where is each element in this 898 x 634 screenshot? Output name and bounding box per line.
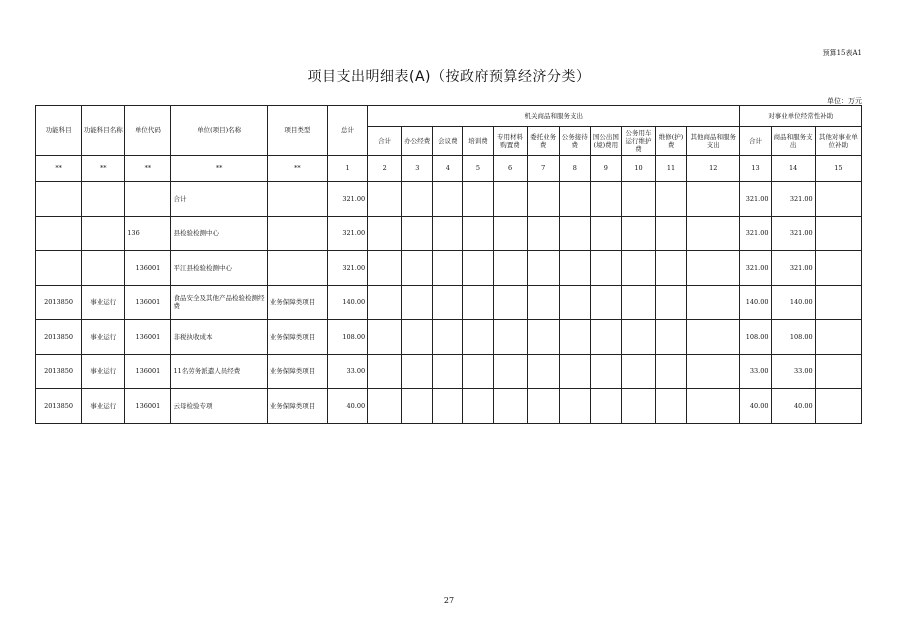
total-cell: 33.00 [327,354,367,389]
empty-cell [656,251,687,286]
empty-cell [368,251,402,286]
empty-cell [590,251,621,286]
subsidy-total-cell: 321.00 [740,216,771,251]
header-project-type: 项目类型 [267,106,327,156]
unit-label: 单位：万元 [827,97,862,105]
header-sub2: 合计 [740,127,771,156]
project-type-cell: 业务保障类项目 [267,389,327,424]
empty-cell [590,216,621,251]
empty-cell [433,354,463,389]
empty-cell [463,251,493,286]
empty-cell [463,354,493,389]
empty-cell [621,320,655,355]
func-code-cell: 2013850 [36,285,82,320]
column-index-cell: 4 [433,156,463,182]
header-sub: 其他商品和服务支出 [687,127,740,156]
func-name-cell: 事业运行 [82,389,125,424]
empty-cell [559,251,590,286]
header-sub: 合计 [368,127,402,156]
empty-cell [559,285,590,320]
empty-cell [527,320,559,355]
column-index-cell: 8 [559,156,590,182]
header-sub: 办公经费 [402,127,433,156]
empty-cell [815,354,861,389]
header-group-services: 机关商品和服务支出 [368,106,740,127]
unit-code-cell: 136001 [125,320,171,355]
project-type-cell: 业务保障类项目 [267,320,327,355]
empty-cell [493,182,527,217]
empty-cell [463,182,493,217]
empty-cell [815,216,861,251]
empty-cell [402,251,433,286]
goods-services-cell: 321.00 [771,216,815,251]
page-number: 27 [443,596,455,605]
empty-cell [402,285,433,320]
empty-cell [559,320,590,355]
column-index-cell: ** [36,156,82,182]
header-unit-code: 单位代码 [125,106,171,156]
empty-cell [463,320,493,355]
func-name-cell: 事业运行 [82,320,125,355]
total-cell: 40.00 [327,389,367,424]
goods-services-cell: 140.00 [771,285,815,320]
header-sub: 公务接待费 [559,127,590,156]
empty-cell [687,216,740,251]
page-title: 项目支出明细表(A)（按政府预算经济分类） [307,69,591,85]
table-row [36,389,862,424]
empty-cell [493,320,527,355]
header-sub: 维修(护)费 [656,127,687,156]
empty-cell [621,251,655,286]
column-index-cell: 2 [368,156,402,182]
table-row [36,216,862,251]
empty-cell [527,182,559,217]
empty-cell [527,251,559,286]
unit-name-cell: 平江县检验检测中心 [171,251,267,286]
empty-cell [656,182,687,217]
header-total: 总计 [327,106,367,156]
empty-cell [815,320,861,355]
empty-cell [656,320,687,355]
header-sub: 国公出国(境)费用 [590,127,621,156]
column-index-cell: ** [267,156,327,182]
total-cell: 321.00 [327,182,367,217]
func-code-cell [36,182,82,217]
header-func-code: 功能科目 [36,106,82,156]
header-func-name: 功能科目名称 [82,106,125,156]
header-sub: 公务用车运行维护费 [621,127,655,156]
empty-cell [621,216,655,251]
empty-cell [402,389,433,424]
func-name-cell: 事业运行 [82,354,125,389]
column-index-cell: 12 [687,156,740,182]
goods-services-cell: 40.00 [771,389,815,424]
empty-cell [402,354,433,389]
empty-cell [527,354,559,389]
func-name-cell: 事业运行 [82,285,125,320]
subsidy-total-cell: 40.00 [740,389,771,424]
column-index-cell: ** [171,156,267,182]
total-cell: 140.00 [327,285,367,320]
empty-cell [815,251,861,286]
func-code-cell: 2013850 [36,320,82,355]
table-row [36,320,862,355]
func-code-cell: 2013850 [36,389,82,424]
table-code-label: 预算15表A1 [822,49,862,57]
column-index-cell: 11 [656,156,687,182]
empty-cell [815,285,861,320]
table-row [36,251,862,286]
header-unit-name: 单位(项目)名称 [171,106,267,156]
empty-cell [559,216,590,251]
empty-cell [687,389,740,424]
empty-cell [527,216,559,251]
empty-cell [368,216,402,251]
empty-cell [687,251,740,286]
column-index-cell: ** [82,156,125,182]
unit-code-cell: 136001 [125,251,171,286]
goods-services-cell: 321.00 [771,182,815,217]
unit-name-cell: 合计 [171,182,267,217]
header-sub: 培训费 [463,127,493,156]
unit-code-cell [125,182,171,217]
func-name-cell [82,216,125,251]
empty-cell [433,182,463,217]
empty-cell [368,389,402,424]
column-index-cell: 6 [493,156,527,182]
unit-name-cell: 11名劳务派遣人员经费 [171,354,267,389]
empty-cell [656,285,687,320]
column-index-cell: 5 [463,156,493,182]
empty-cell [559,182,590,217]
empty-cell [815,182,861,217]
func-code-cell: 2013850 [36,354,82,389]
empty-cell [656,216,687,251]
header-group-subsidy: 对事业单位经常性补助 [740,106,862,127]
expense-table [35,105,862,424]
column-index-row [36,156,862,182]
unit-code-cell: 136001 [125,354,171,389]
table-row [36,182,862,217]
empty-cell [463,389,493,424]
empty-cell [815,389,861,424]
unit-code-cell: 136001 [125,389,171,424]
empty-cell [621,285,655,320]
empty-cell [493,354,527,389]
table-row [36,285,862,320]
func-code-cell [36,216,82,251]
project-type-cell: 业务保障类项目 [267,354,327,389]
empty-cell [493,216,527,251]
goods-services-cell: 108.00 [771,320,815,355]
header-sub: 专用材料购置费 [493,127,527,156]
empty-cell [402,216,433,251]
empty-cell [368,354,402,389]
empty-cell [590,389,621,424]
unit-name-cell: 食品安全及其他产品检验检测经费 [171,285,267,320]
header-sub: 会议费 [433,127,463,156]
empty-cell [559,354,590,389]
column-index-cell: 7 [527,156,559,182]
total-cell: 321.00 [327,216,367,251]
empty-cell [590,182,621,217]
empty-cell [687,320,740,355]
subsidy-total-cell: 33.00 [740,354,771,389]
empty-cell [368,320,402,355]
empty-cell [493,389,527,424]
empty-cell [687,354,740,389]
project-type-cell [267,216,327,251]
column-index-cell: 15 [815,156,861,182]
empty-cell [433,389,463,424]
column-index-cell: 3 [402,156,433,182]
header-sub2: 其他对事业单位补助 [815,127,861,156]
column-index-cell: ** [125,156,171,182]
empty-cell [463,285,493,320]
empty-cell [527,389,559,424]
empty-cell [527,285,559,320]
column-index-cell: 13 [740,156,771,182]
column-index-cell: 10 [621,156,655,182]
empty-cell [368,285,402,320]
project-type-cell [267,182,327,217]
empty-cell [621,354,655,389]
column-index-cell: 1 [327,156,367,182]
total-cell: 321.00 [327,251,367,286]
unit-name-cell: 县检验检测中心 [171,216,267,251]
goods-services-cell: 321.00 [771,251,815,286]
goods-services-cell: 33.00 [771,354,815,389]
empty-cell [433,251,463,286]
empty-cell [433,285,463,320]
empty-cell [590,354,621,389]
column-index-cell: 9 [590,156,621,182]
subsidy-total-cell: 108.00 [740,320,771,355]
empty-cell [621,389,655,424]
empty-cell [402,182,433,217]
empty-cell [590,285,621,320]
empty-cell [590,320,621,355]
empty-cell [368,182,402,217]
empty-cell [493,251,527,286]
subsidy-total-cell: 321.00 [740,251,771,286]
unit-code-cell: 136001 [125,285,171,320]
subsidy-total-cell: 140.00 [740,285,771,320]
func-code-cell [36,251,82,286]
empty-cell [402,320,433,355]
project-type-cell [267,251,327,286]
header-sub2: 商品和服务支出 [771,127,815,156]
empty-cell [656,354,687,389]
unit-code-cell: 136 [125,216,171,251]
unit-name-cell: 云母检验专项 [171,389,267,424]
empty-cell [433,320,463,355]
empty-cell [463,216,493,251]
empty-cell [493,285,527,320]
subsidy-total-cell: 321.00 [740,182,771,217]
func-name-cell [82,251,125,286]
empty-cell [559,389,590,424]
empty-cell [656,389,687,424]
column-index-cell: 14 [771,156,815,182]
total-cell: 108.00 [327,320,367,355]
empty-cell [687,182,740,217]
header-sub: 委托业务费 [527,127,559,156]
table-row [36,354,862,389]
func-name-cell [82,182,125,217]
header-row-1 [36,106,862,127]
project-type-cell: 业务保障类项目 [267,285,327,320]
empty-cell [433,216,463,251]
unit-name-cell: 非税执收成本 [171,320,267,355]
empty-cell [687,285,740,320]
empty-cell [621,182,655,217]
